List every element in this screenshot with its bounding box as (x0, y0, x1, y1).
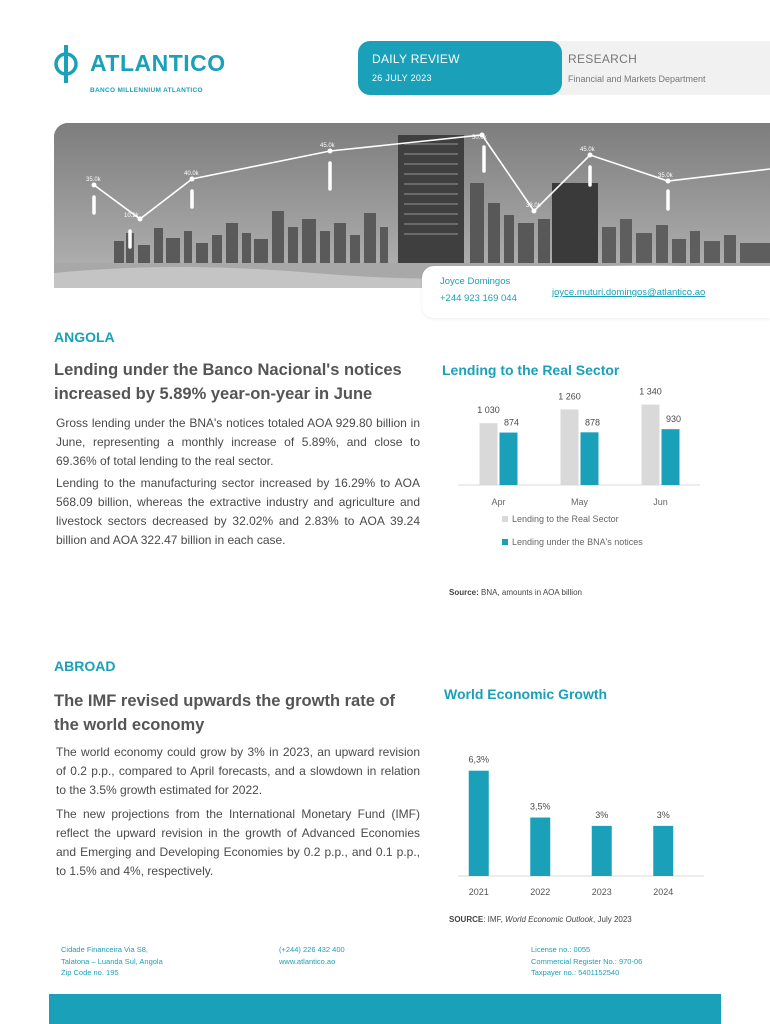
banner-label: 35.0k (658, 173, 673, 179)
legal-line: Commercial Register No.: 970-06 (531, 956, 643, 966)
banner-label: 10.2k (124, 213, 139, 219)
growth-data-label: 3% (656, 809, 670, 820)
growth-data-label: 3,5% (529, 801, 551, 812)
analyst-name: Joyce Domingos (440, 276, 511, 287)
lending-bar (642, 405, 660, 485)
legend-entry: Lending under the BNA's notices (512, 537, 643, 547)
logo-subtitle: BANCO MILLENNIUM ATLANTICO (90, 87, 203, 94)
banner-graphic (54, 123, 770, 288)
legend-entry: Lending to the Real Sector (512, 514, 619, 524)
section-label-abroad: ABROAD (54, 658, 116, 674)
source-label: SOURCE (449, 915, 484, 924)
section-label-angola: ANGOLA (54, 329, 115, 345)
footer-website-link[interactable]: www.atlantico.ao (279, 956, 336, 966)
footer-legal (531, 944, 642, 979)
growth-bar (653, 826, 673, 876)
banner-label: 45.0k (320, 143, 335, 149)
footer-phone: (+244) 226 432 400 (279, 945, 345, 954)
abroad-chart-source (449, 915, 632, 924)
research-tab (540, 41, 770, 95)
lending-bar (662, 429, 680, 485)
department-label: Financial and Markets Department (568, 74, 706, 84)
lending-data-label: 874 (503, 417, 520, 428)
lending-data-label: 878 (584, 417, 601, 428)
logo-phi-icon (54, 44, 78, 84)
chart-title-lending: Lending to the Real Sector (442, 362, 620, 378)
lending-category-label: Jun (653, 497, 668, 507)
growth-bar (469, 771, 489, 876)
research-label: RESEARCH (568, 52, 638, 66)
source-label: Source: (449, 588, 479, 597)
logo-name: ATLANTICO (90, 50, 226, 76)
growth-category-label: 2021 (468, 887, 489, 897)
banner-label: 45.0k (580, 147, 595, 153)
cityscape-banner (54, 123, 770, 288)
angola-chart-source (449, 588, 582, 597)
growth-bar (530, 818, 550, 877)
analyst-contact-card (422, 266, 770, 318)
abroad-headline: The IMF revised upwards the growth rate of the world economy (54, 692, 396, 734)
lending-data-label: 1 030 (477, 405, 500, 416)
lending-category-label: Apr (491, 497, 506, 507)
growth-category-label: 2022 (530, 887, 551, 897)
analyst-phone: +244 923 169 044 (440, 293, 517, 304)
lending-data-label: 930 (665, 414, 682, 425)
banner-label: 33.0k (526, 203, 541, 209)
lending-bar (561, 409, 579, 485)
lending-bar (581, 432, 599, 485)
growth-category-label: 2024 (653, 887, 674, 897)
lending-category-label: May (570, 497, 589, 507)
lending-bar-chart (442, 388, 722, 563)
report-date: 26 JULY 2023 (372, 73, 432, 83)
source-publication: World Economic Outlook (505, 915, 594, 924)
abroad-paragraph-2: The new projections from the International Monetary Fund (IMF) reflect the upward revision in the growth of Advanced Economies and Emerging and Developing Economies by 0.2 p.p., and 0.1 p.p., to 1.5% and 4%, respectively. (56, 807, 420, 878)
report-type: DAILY REVIEW (372, 52, 460, 66)
lending-data-label: 1 260 (558, 391, 581, 402)
source-text: BNA, amounts in AOA billion (481, 588, 582, 597)
source-text: : IMF, (483, 915, 506, 924)
analyst-email-link[interactable]: joyce.muturi.domingos@atlantico.ao (552, 287, 706, 298)
legal-line: Taxpayer no.: 5401152540 (531, 968, 620, 977)
lending-data-label: 1 340 (639, 388, 662, 397)
atlantico-logo (54, 44, 254, 99)
lending-bar (480, 423, 498, 485)
legend-swatch (502, 539, 508, 545)
lending-bar (500, 433, 518, 485)
growth-data-label: 6,3% (468, 754, 490, 765)
legend-swatch (502, 516, 508, 522)
footer-contact (279, 944, 345, 967)
daily-review-tab (358, 41, 562, 95)
source-date: , July 2023 (593, 915, 632, 924)
banner-label: 35.0k (86, 177, 101, 183)
growth-data-label: 3% (595, 809, 609, 820)
angola-paragraph-2: Lending to the manufacturing sector increased by 16.29% to AOA 568.09 billion, whereas the extractive industry and agriculture and livestock sectors decreased by 32.02% and 2.83% to AOA 39.24 billion and AOA 322.47 billion in each case. (56, 476, 420, 547)
address-line: Zip Code no. 195 (61, 968, 119, 977)
banner-label: 40.0k (184, 171, 199, 177)
address-line: Talatona – Luanda Sul, Angola (61, 956, 163, 966)
angola-headline: Lending under the Banco Nacional's notices increased by 5.89% year-on-year in June (54, 361, 402, 403)
banner-label: 50.0k (472, 135, 487, 141)
address-line: Cidade Financeira Via S8, (61, 945, 148, 954)
chart-title-world-growth: World Economic Growth (444, 686, 608, 702)
legal-line: License no.: 0055 (531, 945, 591, 954)
growth-category-label: 2023 (591, 887, 612, 897)
growth-bar (592, 826, 612, 876)
footer-bar (49, 994, 721, 1024)
angola-paragraph-1: Gross lending under the BNA's notices totaled AOA 929.80 billion in June, representing a monthly increase of 5.89%, and close to 69.36% of total lending to the real sector. (56, 416, 420, 468)
world-growth-bar-chart (442, 730, 722, 905)
abroad-paragraph-1: The world economy could grow by 3% in 2023, an upward revision of 0.2 p.p., compared to April forecasts, and a slowdown in relation to the 3.5% growth estimated for 2022. (56, 745, 420, 797)
footer-address (61, 944, 163, 979)
